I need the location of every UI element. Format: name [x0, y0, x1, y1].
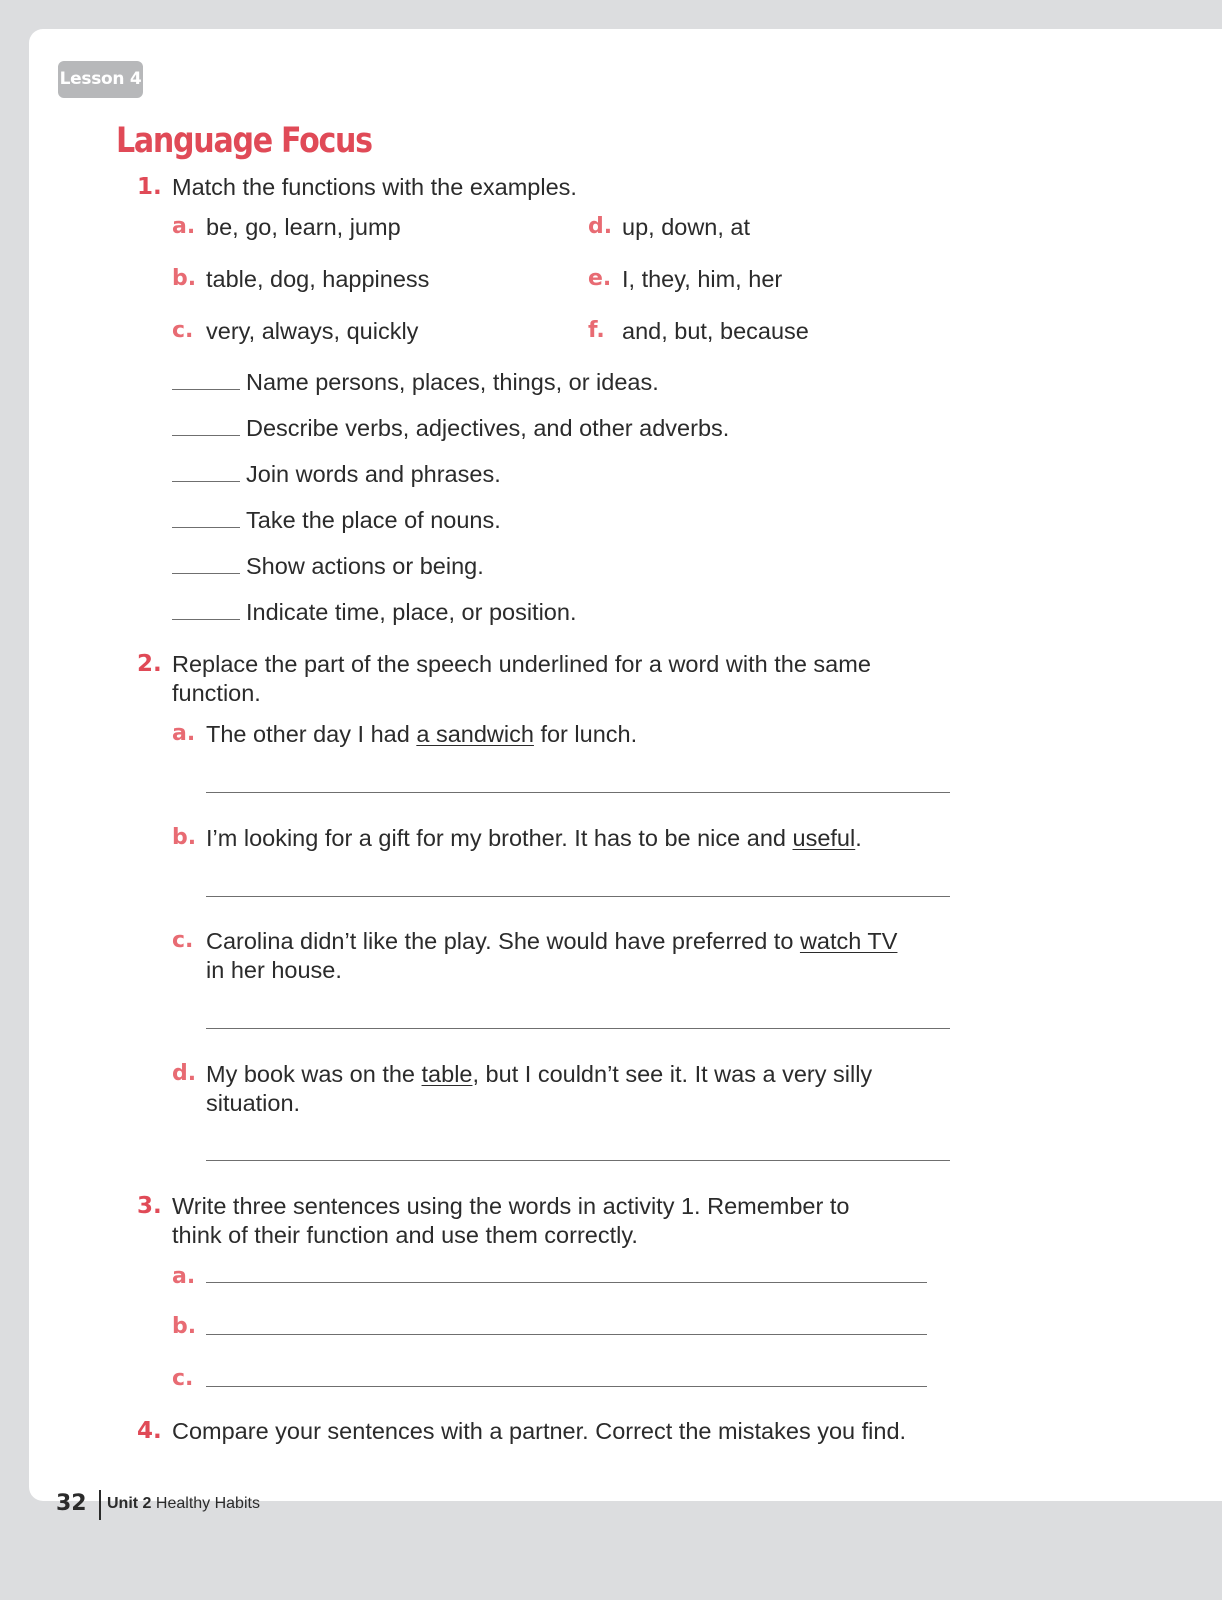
- option-d-letter: d.: [588, 214, 613, 239]
- sentence-c-letter: c.: [172, 1366, 194, 1391]
- item-b-text-after: .: [855, 825, 862, 851]
- page-number: 32: [56, 1491, 87, 1516]
- section-title: Language Focus: [116, 121, 372, 161]
- item-c-letter: c.: [172, 928, 194, 953]
- item-d-underlined: table: [421, 1061, 473, 1087]
- footer-unit-title: Healthy Habits: [155, 1495, 260, 1512]
- activity-1-instruction: Match the functions with the examples.: [172, 174, 577, 200]
- activity-1-number: 1.: [137, 174, 162, 200]
- option-f-letter: f.: [588, 318, 605, 343]
- answer-line-b[interactable]: [206, 896, 950, 897]
- footer-unit-label: Unit 2: [107, 1495, 152, 1512]
- activity-4-number: 4.: [137, 1418, 162, 1444]
- activity-2-instruction-line1: Replace the part of the speech underlined for a word with the same: [172, 651, 871, 677]
- item-b-sentence: [206, 823, 862, 853]
- function-6: Indicate time, place, or position.: [246, 599, 577, 625]
- answer-line-d[interactable]: [206, 1160, 950, 1161]
- activity-4-instruction: Compare your sentences with a partner. Correct the mistakes you find.: [172, 1418, 907, 1444]
- option-b-text: table, dog, happiness: [206, 266, 430, 292]
- option-e-letter: e.: [588, 266, 612, 291]
- item-a-letter: a.: [172, 721, 196, 746]
- option-e-text: I, they, him, her: [622, 266, 783, 292]
- item-a-sentence: [206, 719, 637, 749]
- sentence-b-letter: b.: [172, 1314, 197, 1339]
- function-4: Take the place of nouns.: [246, 507, 501, 533]
- function-2: Describe verbs, adjectives, and other adverbs.: [246, 415, 730, 441]
- answer-line-c[interactable]: [206, 1028, 950, 1029]
- item-c-line2: in her house.: [206, 957, 342, 983]
- lesson-badge: Lesson 4: [58, 61, 143, 98]
- item-d-sentence: [206, 1059, 872, 1089]
- match-blank-2[interactable]: [172, 435, 240, 436]
- item-b-underlined: useful: [792, 825, 856, 851]
- footer-divider: [99, 1490, 101, 1520]
- function-1: Name persons, places, things, or ideas.: [246, 369, 659, 395]
- activity-3-number: 3.: [137, 1193, 162, 1219]
- sentence-line-a[interactable]: [206, 1282, 927, 1283]
- item-d-text-before: My book was on the: [206, 1061, 422, 1087]
- item-c-text-before: Carolina didn’t like the play. She would have preferred to: [206, 928, 800, 954]
- item-d-text-after: , but I couldn’t see it. It was a very silly: [472, 1061, 873, 1087]
- match-blank-4[interactable]: [172, 527, 240, 528]
- option-a-text: be, go, learn, jump: [206, 214, 401, 240]
- match-blank-6[interactable]: [172, 619, 240, 620]
- item-a-underlined: a sandwich: [416, 721, 534, 747]
- activity-2-number: 2.: [137, 651, 162, 677]
- sentence-line-b[interactable]: [206, 1334, 927, 1335]
- option-c-letter: c.: [172, 318, 194, 343]
- sentence-line-c[interactable]: [206, 1386, 927, 1387]
- option-d-text: up, down, at: [622, 214, 751, 240]
- option-f-text: and, but, because: [622, 318, 809, 344]
- option-a-letter: a.: [172, 214, 196, 239]
- answer-line-a[interactable]: [206, 792, 950, 793]
- option-b-letter: b.: [172, 266, 197, 291]
- item-a-text-after: for lunch.: [533, 721, 638, 747]
- item-c-sentence: [206, 926, 897, 956]
- item-d-letter: d.: [172, 1061, 197, 1086]
- match-blank-1[interactable]: [172, 389, 240, 390]
- activity-3-instruction-line1: Write three sentences using the words in activity 1. Remember to: [172, 1193, 850, 1219]
- item-c-underlined: watch TV: [799, 928, 898, 954]
- item-d-line2: situation.: [206, 1090, 301, 1116]
- item-b-letter: b.: [172, 825, 197, 850]
- item-b-text-before: I’m looking for a gift for my brother. It has to be nice and: [206, 825, 793, 851]
- activity-2-instruction-line2: function.: [172, 680, 261, 706]
- function-3: Join words and phrases.: [246, 461, 501, 487]
- worksheet-page: [29, 29, 1222, 1501]
- footer-unit: [107, 1495, 260, 1513]
- match-blank-5[interactable]: [172, 573, 240, 574]
- sentence-a-letter: a.: [172, 1264, 196, 1289]
- activity-3-instruction-line2: think of their function and use them correctly.: [172, 1222, 638, 1248]
- match-blank-3[interactable]: [172, 481, 240, 482]
- function-5: Show actions or being.: [246, 553, 484, 579]
- item-a-text-before: The other day I had: [206, 721, 417, 747]
- option-c-text: very, always, quickly: [206, 318, 419, 344]
